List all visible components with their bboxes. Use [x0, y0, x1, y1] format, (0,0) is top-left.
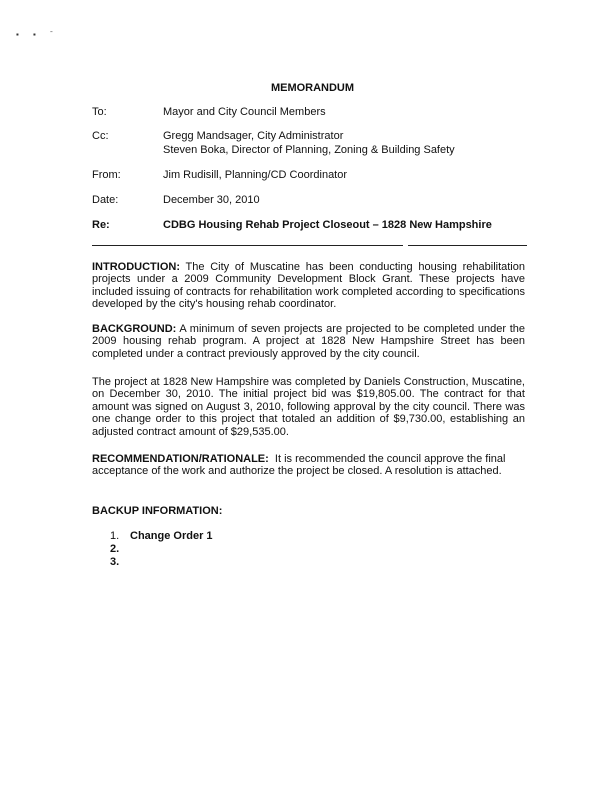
scan-marks: ▪ ▪ ˉ: [16, 30, 59, 39]
to-label: To:: [92, 106, 107, 118]
introduction-paragraph: [92, 261, 525, 311]
introduction-heading: INTRODUCTION:: [92, 261, 180, 273]
re-value: CDBG Housing Rehab Project Closeout – 1828 New Hampshire: [163, 219, 492, 231]
background-paragraph: [92, 323, 525, 360]
backup-item-2-number: 2.: [110, 543, 120, 555]
cc-label: Cc:: [92, 130, 109, 142]
cc-value-2: Steven Boka, Director of Planning, Zoning & Building Safety: [163, 144, 455, 156]
recommendation-paragraph: [92, 453, 525, 478]
cc-value-1: Gregg Mandsager, City Administrator: [163, 130, 344, 142]
from-value: Jim Rudisill, Planning/CD Coordinator: [163, 169, 348, 181]
from-label: From:: [92, 169, 121, 181]
backup-item-1-number: 1.: [110, 530, 120, 542]
project-paragraph: The project at 1828 New Hampshire was completed by Daniels Construction, Muscatine, on December 30, 2010. The initial project bid was $19,805.00. The contract for that amount was signed on August 3, 2010, following approval by the city council. There was one change order to this project that totaled an addition of $9,730.00, establishing an adjusted contract amount of $29,535.00.: [92, 376, 525, 438]
backup-item-3-number: 3.: [110, 556, 120, 568]
divider-right: [408, 245, 527, 246]
to-value: Mayor and City Council Members: [163, 106, 326, 118]
background-text: A minimum of seven projects are projected to be completed under the 2009 housing rehab program. A project at 1828 New Hampshire Street has been completed under a contract previously approved by the city council.: [92, 323, 525, 360]
re-label: Re:: [92, 219, 110, 231]
backup-heading: BACKUP INFORMATION:: [92, 505, 223, 517]
recommendation-heading: RECOMMENDATION/RATIONALE:: [92, 453, 269, 465]
memo-title: MEMORANDUM: [270, 82, 355, 94]
date-label: Date:: [92, 194, 119, 206]
introduction-text: The City of Muscatine has been conducting housing rehabilitation projects under a 2009 Community Development Block Grant. These projects have included issuing of contracts for rehabilitation work completed according to specifications developed by the city's housing rehab coordinator.: [92, 261, 525, 311]
date-value: December 30, 2010: [163, 194, 260, 206]
background-heading: BACKGROUND:: [92, 323, 177, 335]
recommendation-text: It is recommended the council approve the final acceptance of the work and authorize the project be closed. A resolution is attached.: [92, 453, 509, 478]
backup-item-1-text: Change Order 1: [130, 530, 213, 542]
divider-left: [92, 245, 403, 246]
